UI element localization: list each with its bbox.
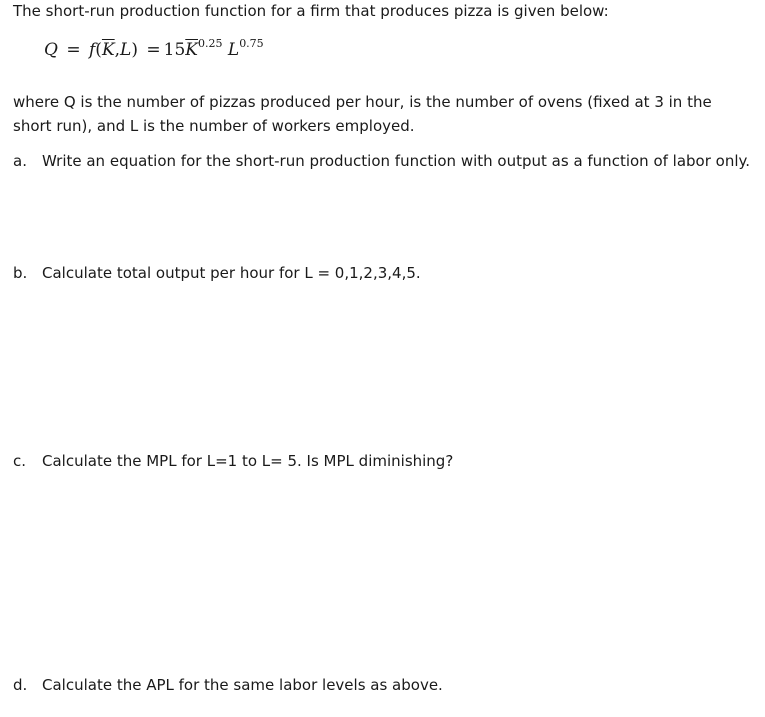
question-c-text: Calculate the MPL for L=1 to L= 5. Is MPL diminishing? [42,452,454,470]
eq-k-bar-2: $\overline{K}$ [185,40,198,60]
eq-lparen: ( [95,40,102,60]
question-b-text: Calculate total output per hour for L = 0,1,2,3,4,5. [42,264,421,282]
question-a-letter: a. [13,152,27,170]
eq-equals-2: = [146,40,161,60]
eq-l: L [120,40,132,60]
question-a-text: Write an equation for the short-run production function with output as a function of labor only. [42,152,751,170]
eq-q: Q [44,40,58,60]
question-c-letter: c. [13,452,27,470]
eq-coefficient: 15 [163,40,186,60]
question-b-letter: b. [13,264,28,282]
problem-intro: The short-run production function for a firm that produces pizza is given below: [13,2,609,20]
eq-k-exponent: 0.25 [197,37,223,50]
eq-comma: , [114,40,121,60]
eq-f: f [89,40,96,60]
eq-k-bar: $\overline{K}$ [101,40,115,60]
question-d-text: Calculate the APL for the same labor levels as above. [42,676,443,694]
eq-l-exponent: 0.75 [239,37,264,50]
problem-description: where Q is the number of pizzas produced per hour, is the number of ovens (fixed at 3 in the short run), and L is the number of workers employed. [13,93,712,135]
eq-equals-1: = [66,40,81,60]
production-function-equation [44,37,264,70]
eq-l-2: L [227,40,240,60]
question-d-letter: d. [13,676,28,694]
eq-rparen: ) [131,40,138,60]
